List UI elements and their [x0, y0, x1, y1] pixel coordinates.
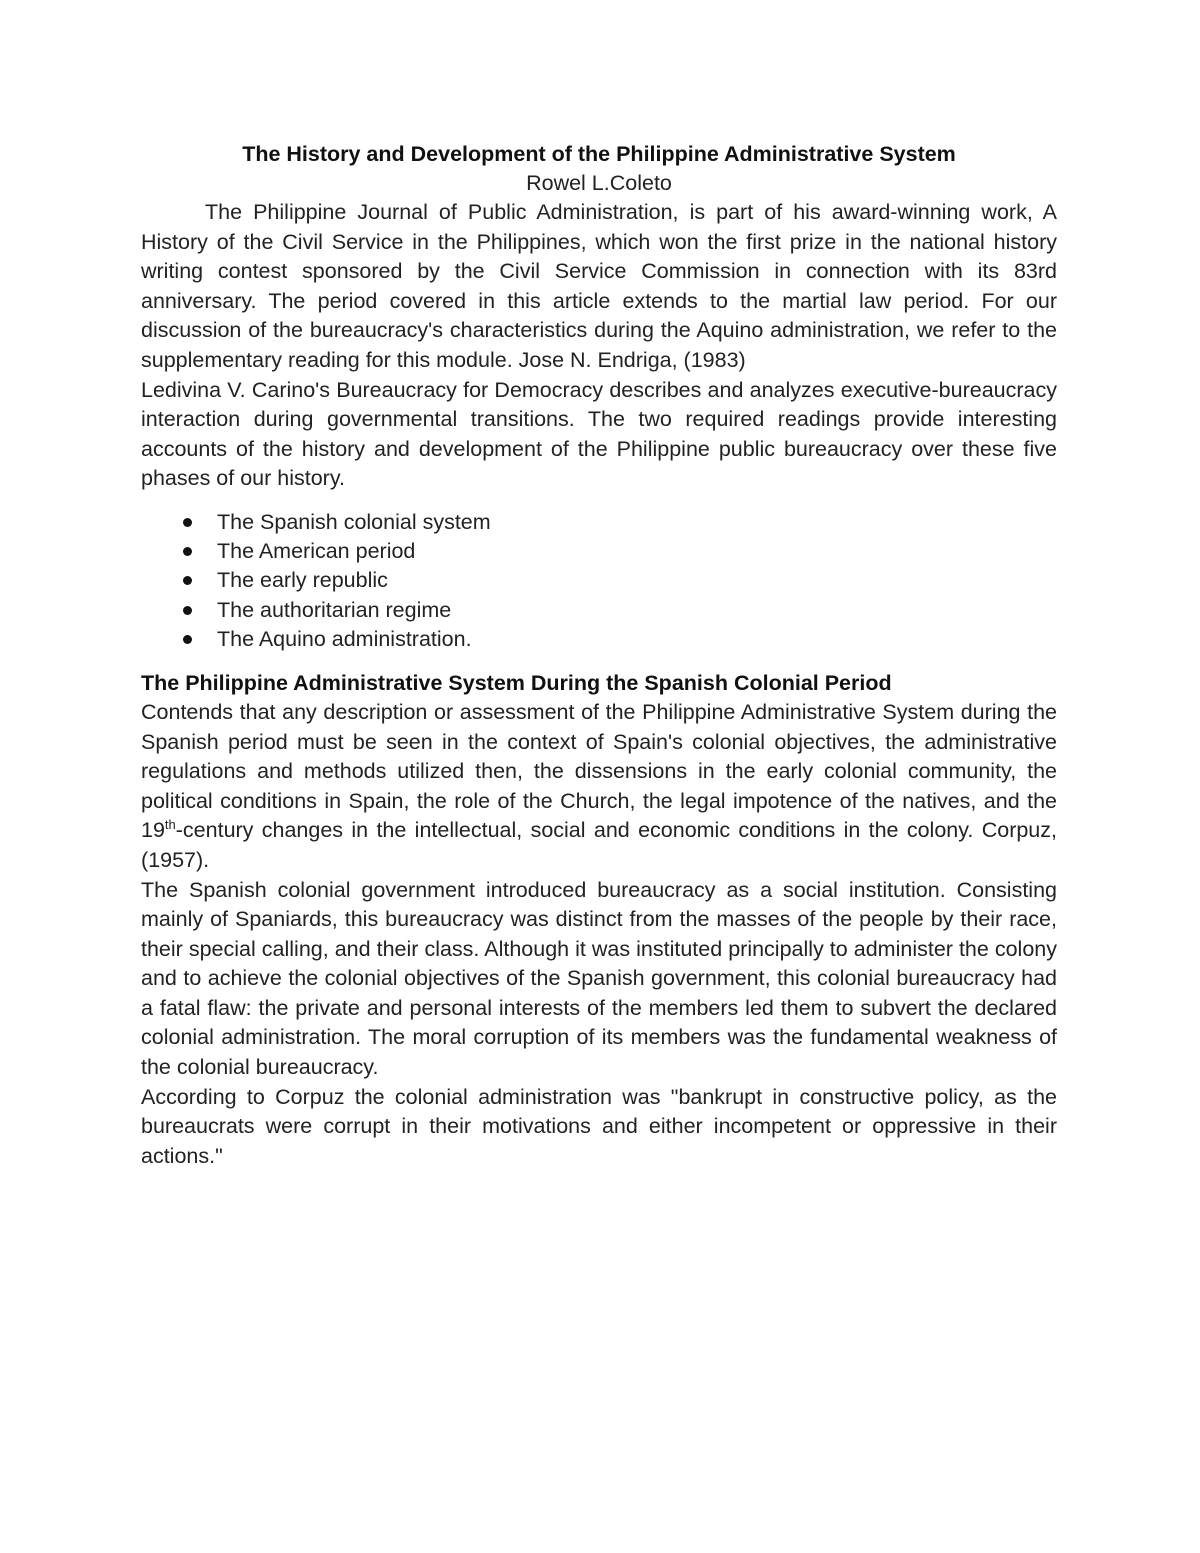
- list-item-text: The American period: [217, 539, 416, 564]
- list-item-text: The authoritarian regime: [217, 597, 452, 622]
- list-item: [141, 596, 1057, 625]
- readings-paragraph: Ledivina V. Carino's Bureaucracy for Democracy describes and analyzes executive-bureaucracy interaction during governmental transitions. The two required readings provide interesting accounts of the history and development of the Philippine public bureaucracy over these five phases of our history.: [141, 377, 1057, 491]
- document-author: Rowel L.Coleto: [526, 171, 672, 195]
- bullet-icon: [183, 635, 192, 644]
- paragraph-text: -century changes in the intellectual, social and economic conditions in the colony. Corpuz, (1957).: [141, 818, 1057, 872]
- bullet-icon: [183, 518, 192, 527]
- bullet-icon: [183, 606, 192, 615]
- list-item-text: The Aquino administration.: [217, 626, 472, 651]
- superscript-text: th: [164, 817, 176, 833]
- list-item-text: The early republic: [217, 568, 388, 593]
- section-heading: The Philippine Administrative System During the Spanish Colonial Period: [141, 670, 892, 695]
- list-item-text: The Spanish colonial system: [217, 509, 491, 534]
- spanish-period-paragraph: [141, 698, 1057, 876]
- intro-paragraph: The Philippine Journal of Public Administration, is part of his award-winning work, A History of the Civil Service in the Philippines, which won the first prize in the national history writing contest sponsored by the Civil Service Commission in connection with its 83rd anniversary. The period covered in this article extends to the martial law period. For our discussion of the bureaucracy's characteristics during the Aquino administration, we refer to the supplementary reading for this module. Jose N. Endriga, (1983): [141, 200, 1057, 372]
- document-title: The History and Development of the Philippine Administrative System: [242, 142, 956, 166]
- list-item: [141, 625, 1057, 654]
- bullet-icon: [183, 576, 192, 585]
- corpuz-quote-paragraph: According to Corpuz the colonial administration was "bankrupt in constructive policy, as the bureaucrats were corrupt in their motivations and either incompetent or oppressive in their actions.": [141, 1084, 1057, 1168]
- phases-list: [141, 508, 1057, 654]
- list-item: [141, 566, 1057, 595]
- list-item: [141, 537, 1057, 566]
- list-item: [141, 508, 1057, 537]
- bureaucracy-paragraph: The Spanish colonial government introduced bureaucracy as a social institution. Consisting mainly of Spaniards, this bureaucracy was distinct from the masses of the people by their race, their special calling, and their class. Although it was instituted principally to administer the colony and to achieve the colonial objectives of the Spanish government, this colonial bureaucracy had a fatal flaw: the private and personal interests of the members led them to subvert the declared colonial administration. The moral corruption of its members was the fundamental weakness of the colonial bureaucracy.: [141, 877, 1057, 1080]
- bullet-icon: [183, 547, 192, 556]
- document-page: [141, 140, 1057, 1171]
- paragraph-text: Contends that any description or assessment of the Philippine Administrative System during the Spanish period must be seen in the context of Spain's colonial objectives, the administrative regulations and methods utilized then, the dissensions in the early colonial community, the political conditions in Spain, the role of the Church, the legal impotence of the natives, and the 19: [141, 699, 1057, 843]
